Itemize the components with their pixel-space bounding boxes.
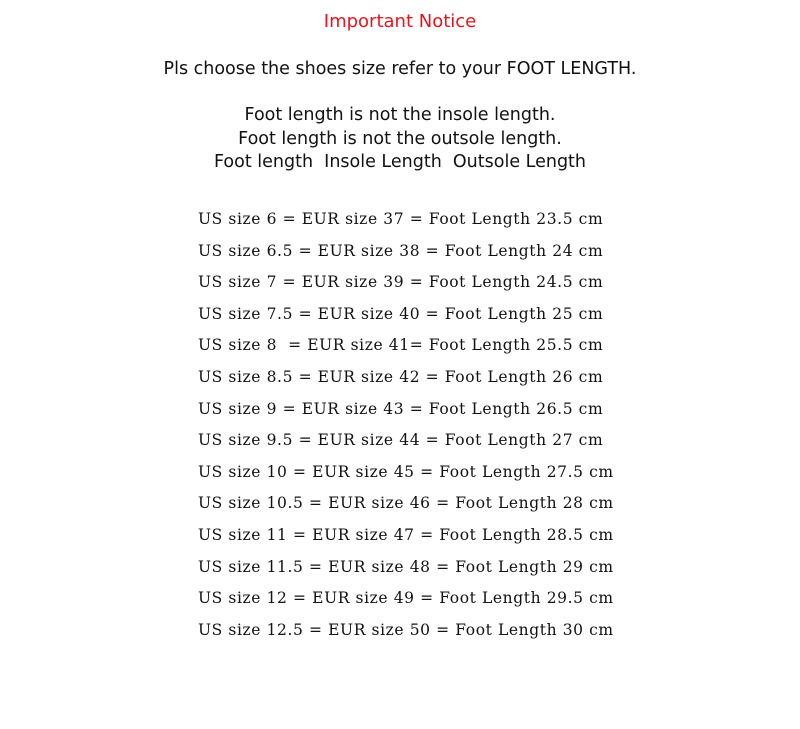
size-row: US size 8.5 = EUR size 42 = Foot Length 26 cm (198, 367, 604, 386)
note-length-labels: Foot length Insole Length Outsole Length (213, 152, 587, 172)
size-row: US size 9.5 = EUR size 44 = Foot Length 27 cm (198, 431, 604, 450)
size-row: US size 10 = EUR size 45 = Foot Length 27.5 cm (198, 462, 614, 481)
size-row: US size 7 = EUR size 39 = Foot Length 24.5 cm (198, 273, 604, 292)
size-chart-list (198, 204, 614, 646)
size-row: US size 11.5 = EUR size 48 = Foot Length 29 cm (198, 557, 614, 576)
size-row: US size 11 = EUR size 47 = Foot Length 28.5 cm (198, 525, 614, 544)
size-row: US size 12 = EUR size 49 = Foot Length 29.5 cm (198, 589, 614, 608)
foot-length-notes (0, 104, 800, 175)
size-row: US size 10.5 = EUR size 46 = Foot Length 28 cm (198, 494, 614, 513)
size-row: US size 7.5 = EUR size 40 = Foot Length 25 cm (198, 304, 604, 323)
size-row: US size 6.5 = EUR size 38 = Foot Length 24 cm (198, 241, 604, 260)
size-row: US size 9 = EUR size 43 = Foot Length 26.5 cm (198, 399, 604, 418)
note-outsole: Foot length is not the outsole length. (238, 128, 562, 149)
size-row: US size 8 = EUR size 41= Foot Length 25.5 cm (198, 336, 604, 355)
notice-title: Important Notice (323, 11, 477, 32)
instruction-text: Pls choose the shoes size refer to your FOOT LENGTH. (163, 59, 637, 79)
size-row: US size 6 = EUR size 37 = Foot Length 23.5 cm (198, 210, 604, 228)
note-insole: Foot length is not the insole length. (244, 105, 556, 125)
size-row: US size 12.5 = EUR size 50 = Foot Length 30 cm (198, 620, 614, 639)
